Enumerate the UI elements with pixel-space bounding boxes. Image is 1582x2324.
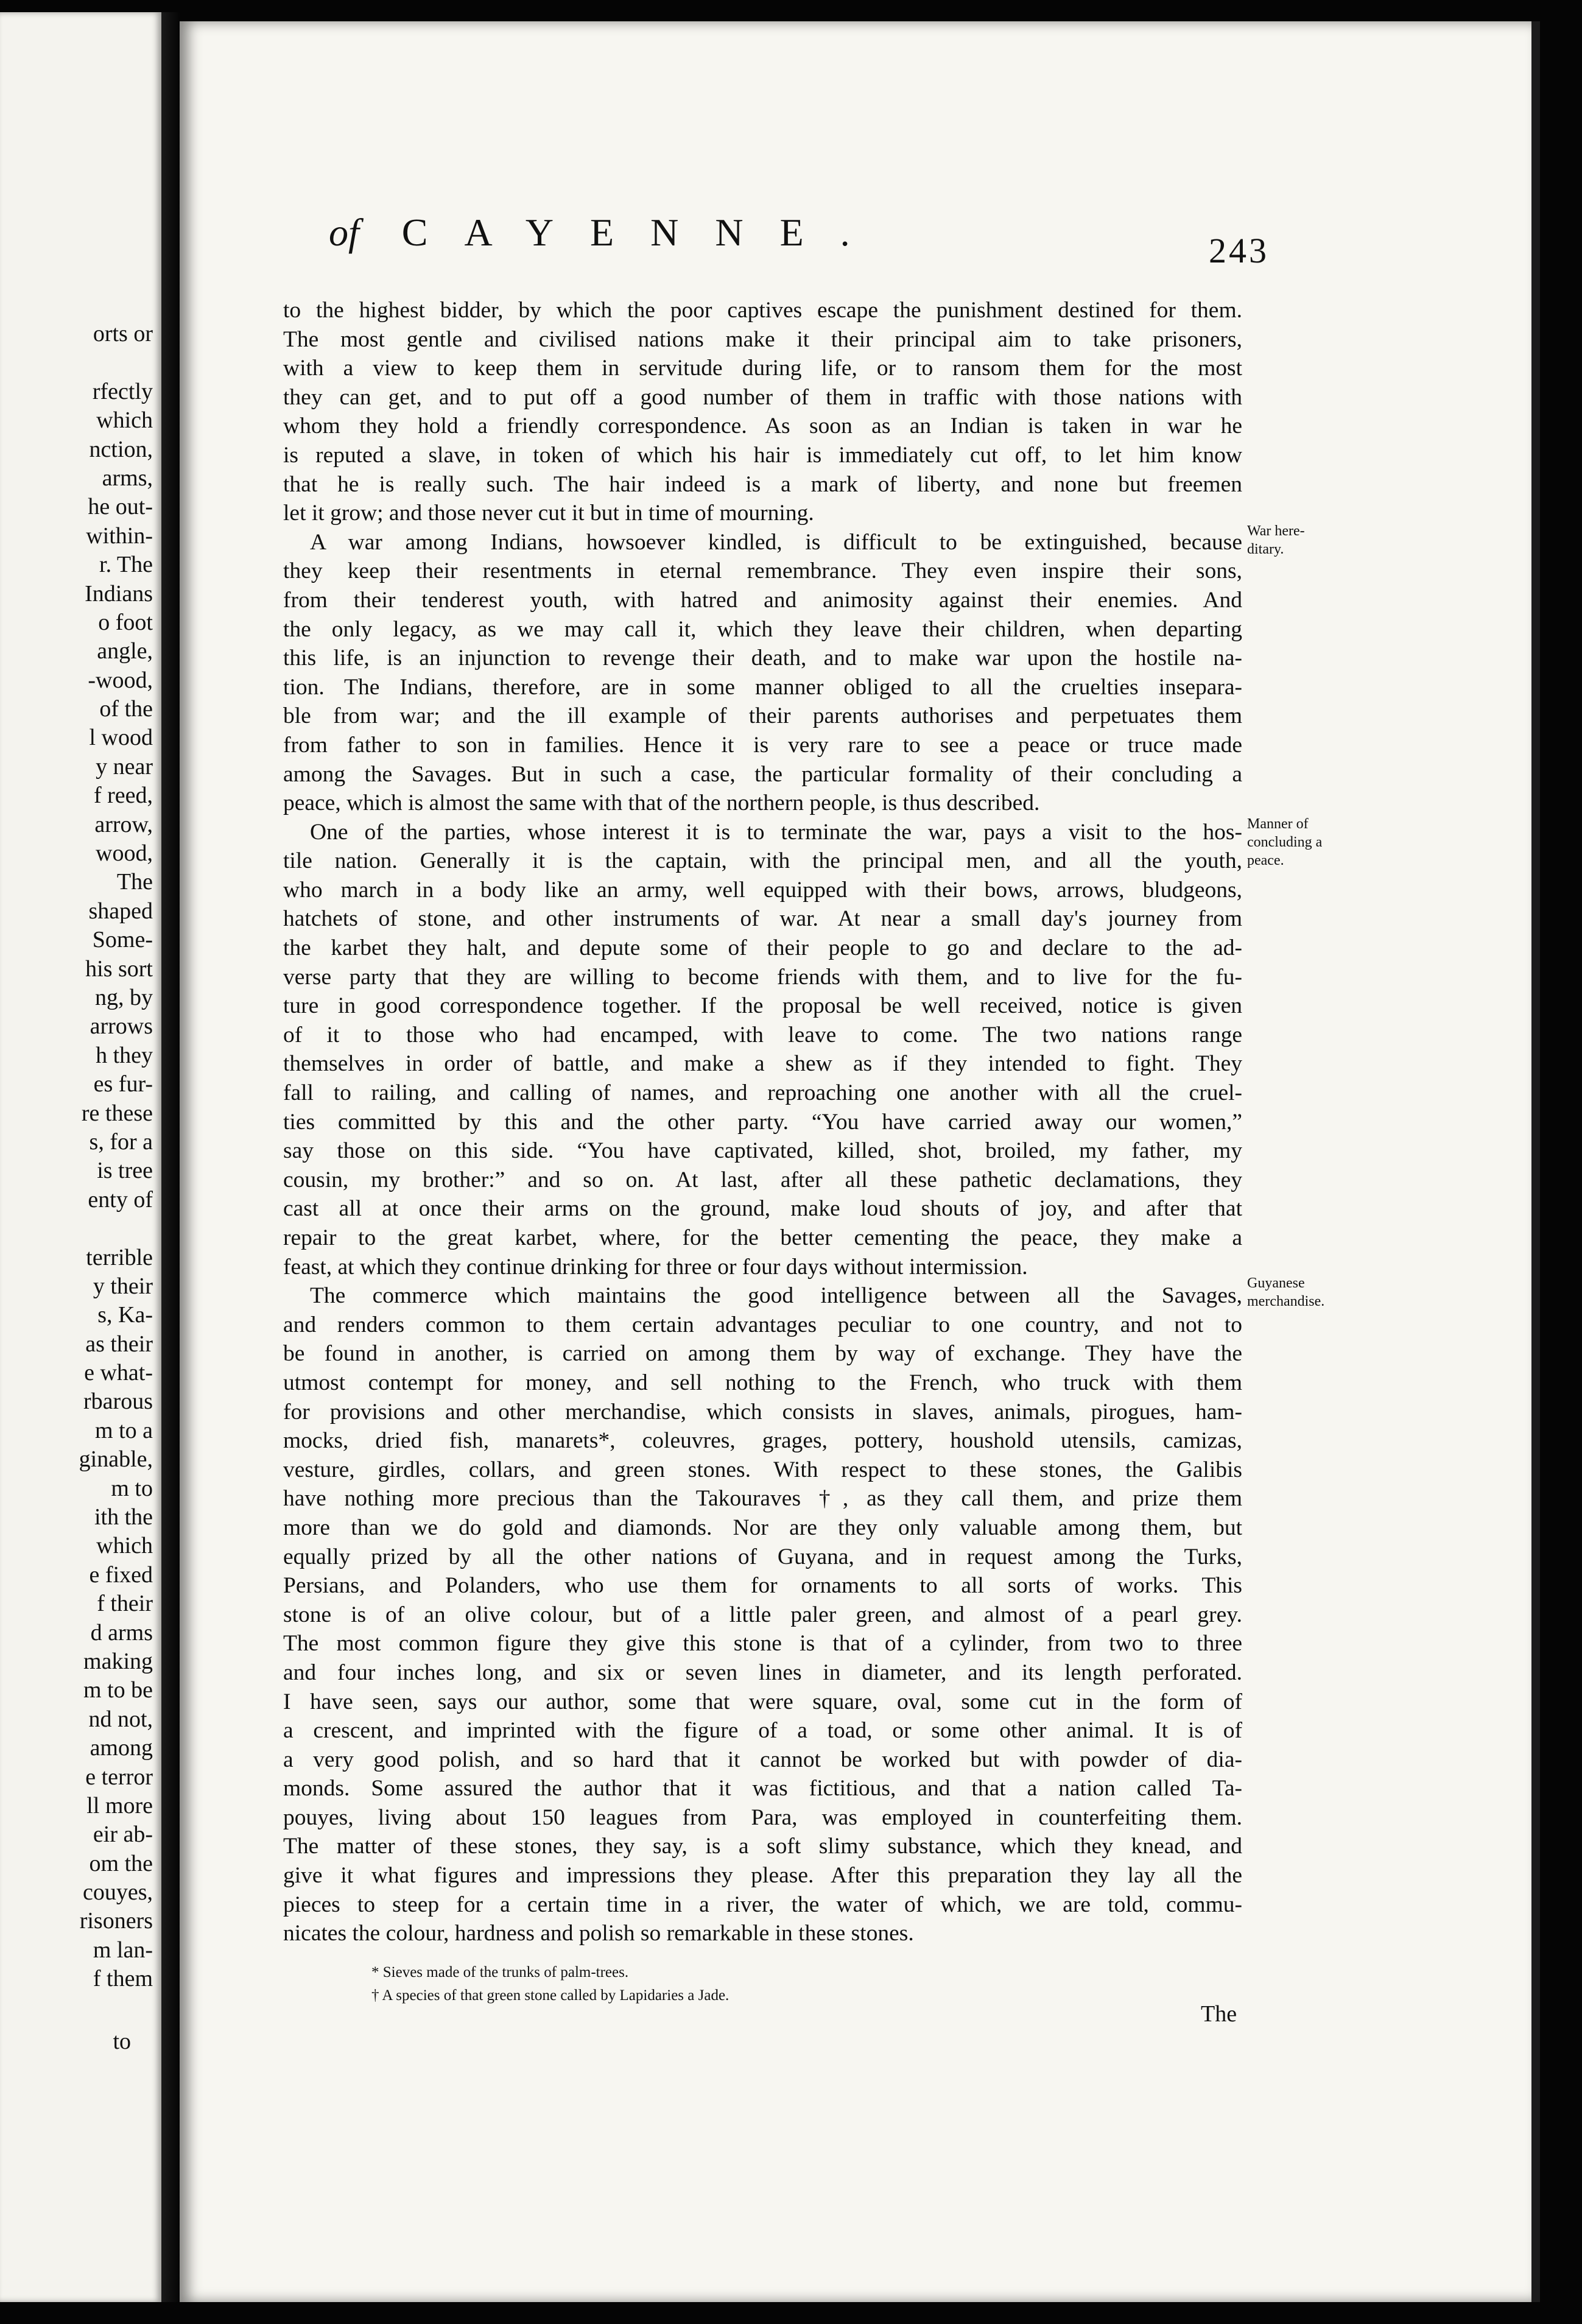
left-line-fragment: e what- <box>84 1360 153 1386</box>
left-line-fragment: of the <box>99 696 153 722</box>
text-line: the karbet they halt, and depute some of their people to go and declare to the ad- <box>283 935 1242 961</box>
text-line: of it to those who had encamped, with leave to come. The two nations range <box>283 1022 1242 1048</box>
footnotes <box>371 1961 1163 2007</box>
left-page-line-fragments <box>79 320 153 1994</box>
left-line-fragment: re these <box>81 1100 153 1126</box>
left-line-fragment: is tree <box>97 1158 153 1184</box>
page-number: 243 <box>1209 231 1269 270</box>
left-line-fragment: wood, <box>96 840 153 867</box>
body-text <box>283 296 1242 1948</box>
text-line: mocks, dried fish, manarets*, coleuvres, grages, pottery, houshold utensils, camizas, <box>283 1428 1242 1454</box>
left-line-fragment: rbarous <box>83 1389 153 1415</box>
text-line: and renders common to them certain advantages peculiar to one country, and not to <box>283 1312 1242 1337</box>
margin-note-line: merchandise. <box>1247 1294 1325 1309</box>
text-line: utmost contempt for money, and sell nothing to the French, who truck with them <box>283 1370 1242 1395</box>
left-line-fragment: angle, <box>97 638 153 664</box>
text-line: fall to railing, and calling of names, and reproaching one another with all the cruel- <box>283 1080 1242 1106</box>
margin-note-line: ditary. <box>1247 541 1284 557</box>
left-line-fragment: f their <box>97 1591 153 1617</box>
margin-note-line: War here- <box>1247 523 1305 539</box>
text-line: hatchets of stone, and other instruments of war. At near a small day's journey from <box>283 906 1242 932</box>
footnote: † A species of that green stone called by Lapidaries a Jade. <box>371 1987 729 2004</box>
text-line: pieces to steep for a certain time in a river, the water of which, we are told, commu- <box>283 1892 1242 1917</box>
text-line: pouyes, living about 150 leagues from Para, was employed in counterfeiting them. <box>283 1805 1242 1830</box>
left-line-fragment: The <box>116 869 153 895</box>
margin-note-war-hereditary <box>1247 522 1369 558</box>
left-line-fragment: m to be <box>83 1677 153 1703</box>
left-line-fragment: which <box>96 407 153 434</box>
left-line-fragment: e fixed <box>89 1562 153 1588</box>
text-line: that he is really such. The hair indeed is a mark of liberty, and none but freemen <box>283 471 1242 497</box>
left-line-fragment: h they <box>96 1042 153 1068</box>
left-line-fragment: he out- <box>88 494 153 520</box>
left-line-fragment: within- <box>86 523 153 549</box>
text-line: a crescent, and imprinted with the figure of a toad, or some other animal. It is of <box>283 1718 1242 1744</box>
catchword: The <box>1201 2001 1237 2027</box>
text-line: feast, at which they continue drinking for three or four days without intermission. <box>283 1254 1028 1280</box>
text-line: from father to son in families. Hence it is very rare to see a peace or truce made <box>283 732 1242 758</box>
text-line: ture in good correspondence together. If the proposal be well received, notice is given <box>283 993 1242 1019</box>
text-line: A war among Indians, howsoever kindled, is difficult to be extinguished, because <box>310 529 1242 555</box>
left-line-fragment: d arms <box>90 1619 153 1646</box>
left-line-fragment: ng, by <box>95 984 153 1010</box>
text-line: The matter of these stones, they say, is a soft slimy substance, which they knead, and <box>283 1834 1242 1859</box>
text-line: Persians, and Polanders, who use them for ornaments to all sorts of works. This <box>283 1573 1242 1599</box>
left-line-fragment: arms, <box>102 465 153 491</box>
text-line: cast all at once their arms on the ground, make loud shouts of joy, and after that <box>283 1196 1242 1222</box>
left-line-fragment: r. The <box>99 552 153 578</box>
text-line: have nothing more precious than the Takouraves †, as they call them, and prize them <box>283 1486 1242 1512</box>
text-line: who march in a body like an army, well equipped with their bows, arrows, bludgeons, <box>283 877 1242 903</box>
left-line-fragment: which <box>96 1533 153 1559</box>
left-line-fragment <box>79 348 153 377</box>
text-line: and four inches long, and six or seven lines in diameter, and its length perforated. <box>283 1660 1242 1685</box>
margin-note-line: concluding a <box>1247 834 1323 850</box>
text-line: verse party that they are willing to become friends with them, and to live for the fu- <box>283 964 1242 990</box>
left-line-fragment: among <box>90 1735 153 1761</box>
left-line-fragment: risoners <box>79 1908 153 1934</box>
left-line-fragment: om the <box>89 1850 153 1876</box>
text-line: from their tenderest youth, with hatred and animosity against their enemies. And <box>283 587 1242 613</box>
running-head-prefix: of <box>329 211 359 254</box>
left-line-fragment: rfectly <box>92 378 153 404</box>
text-line: to the highest bidder, by which the poor captives escape the punishment destined for them. <box>283 298 1242 323</box>
page-edge <box>1531 21 1540 2302</box>
left-line-fragment: f reed, <box>93 783 153 809</box>
left-line-fragment: m lan- <box>93 1937 153 1963</box>
left-line-fragment: y their <box>93 1273 153 1299</box>
text-line: give it what figures and impressions they please. After this preparation they lay all the <box>283 1863 1242 1889</box>
text-line: One of the parties, whose interest it is to terminate the war, pays a visit to the hos- <box>310 819 1242 845</box>
text-line: equally prized by all the other nations of Guyana, and in request among the Turks, <box>283 1544 1242 1569</box>
left-page-catchword: to <box>113 2029 131 2054</box>
text-line: ties committed by this and the other party. “You have carried away our women,” <box>283 1109 1242 1135</box>
left-line-fragment: e terror <box>85 1764 153 1790</box>
margin-note-line: Guyanese <box>1247 1275 1305 1291</box>
left-line-fragment: couyes, <box>82 1879 153 1906</box>
left-line-fragment: eir ab- <box>93 1822 153 1848</box>
left-line-fragment: ith the <box>94 1504 153 1530</box>
text-line: is reputed a slave, in token of which his hair is immediately cut off, to let him know <box>283 442 1242 468</box>
left-line-fragment: -wood, <box>88 667 153 693</box>
left-line-fragment: orts or <box>93 321 153 347</box>
text-line: tile nation. Generally it is the captain, with the principal men, and all the youth, <box>283 848 1242 874</box>
text-line: a very good polish, and so hard that it cannot be worked but with powder of dia- <box>283 1747 1242 1772</box>
left-line-fragment: y near <box>96 753 153 780</box>
left-line-fragment: enty of <box>88 1186 153 1213</box>
left-line-fragment: ll more <box>86 1792 153 1819</box>
left-line-fragment: s, for a <box>89 1129 153 1155</box>
text-line: they keep their resentments in eternal remembrance. They even inspire their sons, <box>283 558 1242 584</box>
text-line: monds. Some assured the author that it was fictitious, and that a nation called Ta- <box>283 1776 1242 1801</box>
left-line-fragment: shaped <box>88 898 153 924</box>
running-head <box>329 210 1242 255</box>
facing-page-left <box>0 12 161 2302</box>
text-line: with a view to keep them in servitude during life, or to ransom them for the most <box>283 356 1242 381</box>
text-line: be found in another, is carried on among them by way of exchange. They have the <box>283 1341 1242 1367</box>
running-head-title: CAYENNE. <box>401 211 887 254</box>
text-line: nicates the colour, hardness and polish so remarkable in these stones. <box>283 1921 914 1946</box>
margin-note-line: peace. <box>1247 853 1284 868</box>
text-line: say those on this side. “You have captivated, killed, shot, broiled, my father, my <box>283 1138 1242 1164</box>
margin-note-manner-of-peace <box>1247 815 1369 870</box>
left-line-fragment <box>79 1214 153 1243</box>
left-line-fragment: es fur- <box>93 1071 153 1097</box>
left-line-fragment: nction, <box>89 436 153 462</box>
text-line: this life, is an injunction to revenge their death, and to make war upon the hostile na- <box>283 646 1242 671</box>
left-line-fragment: ginable, <box>79 1446 153 1473</box>
left-line-fragment: making <box>83 1648 153 1674</box>
left-line-fragment: s, Ka- <box>97 1302 153 1328</box>
text-line: let it grow; and those never cut it but in time of mourning. <box>283 501 814 526</box>
text-line: for provisions and other merchandise, which consists in slaves, animals, pirogues, ham- <box>283 1399 1242 1424</box>
left-line-fragment: Some- <box>92 927 153 953</box>
text-line: whom they hold a friendly correspondence. As soon as an Indian is taken in war he <box>283 414 1242 439</box>
text-line: peace, which is almost the same with that of the northern people, is thus described. <box>283 791 1040 816</box>
text-line: I have seen, says our author, some that were square, oval, some cut in the form of <box>283 1689 1242 1714</box>
text-line: more than we do gold and diamonds. Nor are they only valuable among them, but <box>283 1515 1242 1540</box>
left-line-fragment: terrible <box>86 1244 153 1270</box>
text-line: stone is of an olive colour, but of a little paler green, and almost of a pearl grey. <box>283 1602 1242 1627</box>
text-line: among the Savages. But in such a case, the particular formality of their concluding a <box>283 761 1242 787</box>
left-line-fragment: o foot <box>98 609 153 635</box>
margin-note-line: Manner of <box>1247 816 1309 832</box>
text-line: the only legacy, as we may call it, which they leave their children, when departing <box>283 616 1242 642</box>
text-line: cousin, my brother:” and so on. At last, after all these pathetic declamations, they <box>283 1167 1242 1192</box>
text-line: ble from war; and the ill example of their parents authorises and perpetuates them <box>283 703 1242 729</box>
left-line-fragment: his sort <box>85 956 153 982</box>
left-line-fragment: m to <box>111 1475 153 1501</box>
text-line: The most common figure they give this stone is that of a cylinder, from two to three <box>283 1631 1242 1657</box>
footnote: * Sieves made of the trunks of palm-trees. <box>371 1964 629 1981</box>
text-line: repair to the great karbet, where, for the better cementing the peace, they make a <box>283 1225 1242 1250</box>
left-line-fragment: m to a <box>95 1417 153 1443</box>
book-gutter <box>161 12 180 2302</box>
text-line: tion. The Indians, therefore, are in some manner obliged to all the cruelties insepara- <box>283 674 1242 700</box>
left-line-fragment: as their <box>85 1331 153 1357</box>
margin-note-guyanese-merchandise <box>1247 1274 1369 1311</box>
text-line: The commerce which maintains the good intelligence between all the Savages, <box>310 1283 1242 1309</box>
text-line: vesture, girdles, collars, and green stones. With respect to these stones, the Galibis <box>283 1457 1242 1482</box>
left-line-fragment: arrows <box>90 1013 153 1040</box>
text-line: they can get, and to put off a good number of them in traffic with those nations with <box>283 384 1242 410</box>
text-line: themselves in order of battle, and make a shew as if they intended to fight. They <box>283 1051 1242 1077</box>
left-line-fragment: Indians <box>85 580 153 607</box>
left-line-fragment: arrow, <box>94 811 153 837</box>
text-line: The most gentle and civilised nations make it their principal aim to take prisoners, <box>283 326 1242 352</box>
left-line-fragment: f them <box>93 1966 153 1992</box>
left-line-fragment: l wood <box>89 725 153 751</box>
left-line-fragment: nd not, <box>88 1706 153 1732</box>
